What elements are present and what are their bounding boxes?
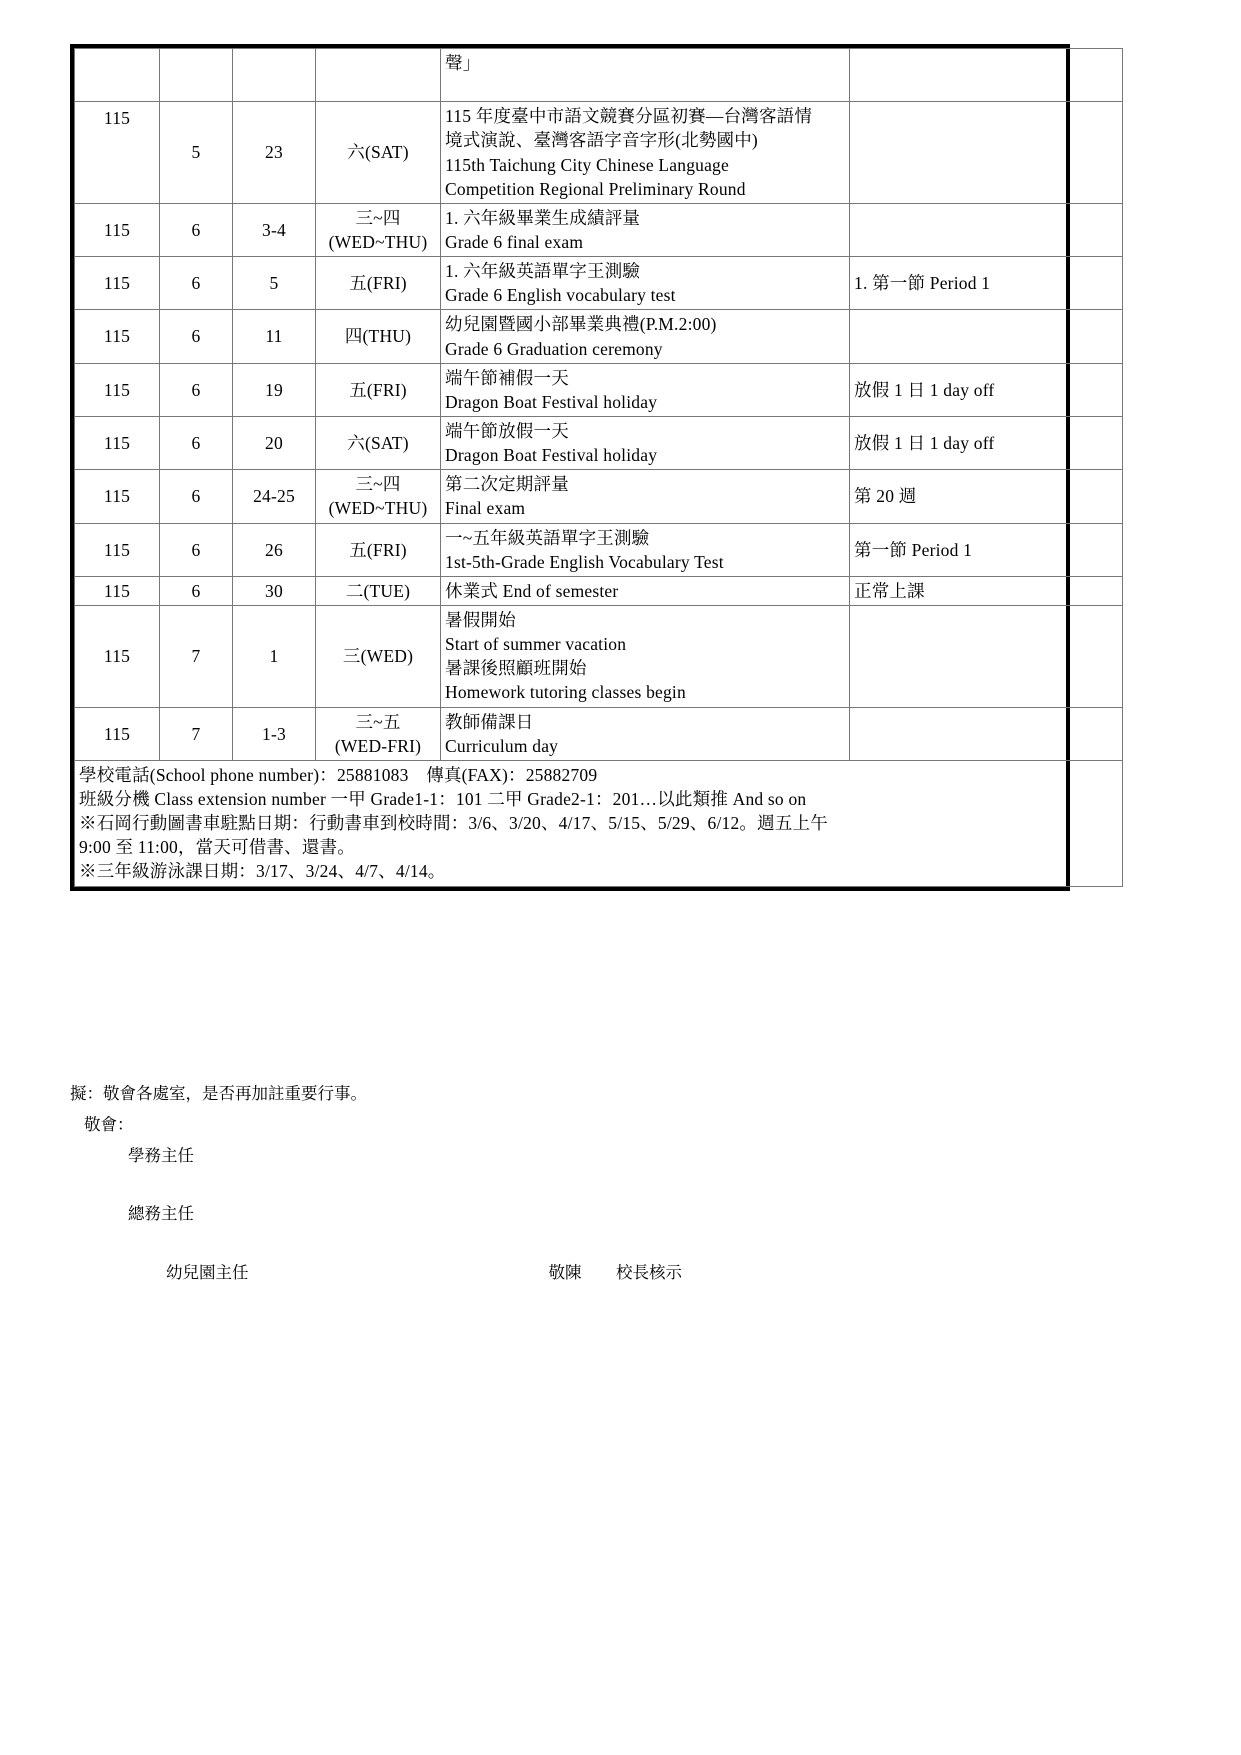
cell-event bbox=[441, 605, 850, 707]
cell-month: 6 bbox=[160, 416, 233, 469]
cell-month: 6 bbox=[160, 470, 233, 523]
cell-day: 20 bbox=[233, 416, 316, 469]
role-kindergarten-director: 幼兒園主任 bbox=[166, 1263, 249, 1282]
cell-month: 7 bbox=[160, 605, 233, 707]
cell-note bbox=[850, 102, 1123, 204]
event-line: 1st-5th-Grade English Vocabulary Test bbox=[445, 551, 724, 572]
cell-day: 19 bbox=[233, 363, 316, 416]
cell-year: 115 bbox=[75, 203, 160, 256]
cell-weekday bbox=[316, 523, 441, 576]
event-line: 第二次定期評量 bbox=[445, 474, 569, 495]
table-row bbox=[75, 102, 1123, 204]
cell-day bbox=[233, 49, 316, 102]
cell-note bbox=[850, 707, 1123, 760]
footer-phone-line: 學校電話(School phone number)：25881083 傳真(FAX)：25882709 bbox=[79, 764, 598, 785]
weekday-line: 二(TUE) bbox=[345, 580, 411, 601]
event-line: Grade 6 English vocabulary test bbox=[445, 285, 676, 306]
role-general-affairs-director: 總務主任 bbox=[128, 1204, 194, 1224]
event-line: Dragon Boat Festival holiday bbox=[445, 445, 658, 466]
cell-day: 30 bbox=[233, 576, 316, 605]
cell-weekday bbox=[316, 416, 441, 469]
weekday-line: 三(WED) bbox=[342, 646, 414, 667]
table-row bbox=[75, 470, 1123, 523]
footer-bookmobile-hours-line: 9:00 至 11:00，當天可借書、還書。 bbox=[79, 837, 355, 858]
cell-month bbox=[160, 49, 233, 102]
cell-event bbox=[441, 707, 850, 760]
cell-note: 放假 1 日 1 day off bbox=[850, 363, 1123, 416]
cell-note bbox=[850, 203, 1123, 256]
cell-year: 115 bbox=[75, 363, 160, 416]
footer-swimming-line: ※三年級游泳課日期：3/17、3/24、4/7、4/14。 bbox=[79, 861, 446, 882]
principal-approval-label: 校長核示 bbox=[616, 1263, 682, 1282]
cell-weekday bbox=[316, 310, 441, 363]
cell-event bbox=[441, 257, 850, 310]
cell-weekday bbox=[316, 363, 441, 416]
table-row-footer-info bbox=[75, 760, 1123, 886]
footer-extension-line: 班級分機 Class extension number 一甲 Grade1-1：101 二甲 Grade2-1：201…以此類推 And so on bbox=[79, 788, 807, 809]
event-line: 端午節補假一天 bbox=[445, 367, 569, 388]
table-row bbox=[75, 310, 1123, 363]
cell-note: 放假 1 日 1 day off bbox=[850, 416, 1123, 469]
cell-note bbox=[850, 49, 1123, 102]
table-row bbox=[75, 523, 1123, 576]
event-line: 端午節放假一天 bbox=[445, 420, 569, 441]
table-row bbox=[75, 576, 1123, 605]
cell-event bbox=[441, 363, 850, 416]
submit-label: 敬陳 bbox=[548, 1263, 582, 1282]
signature-bottom-row bbox=[70, 1261, 1080, 1286]
event-line: 境式演說、臺灣客語字音字形(北勢國中) bbox=[445, 130, 758, 151]
signature-block bbox=[70, 1082, 1080, 1292]
cell-weekday bbox=[316, 257, 441, 310]
cell-note bbox=[850, 605, 1123, 707]
event-line: Start of summer vacation bbox=[445, 634, 627, 655]
event-line: Homework tutoring classes begin bbox=[445, 682, 686, 703]
cell-event bbox=[441, 102, 850, 204]
submit-approval-group bbox=[549, 1261, 683, 1286]
weekday-line: 三~四 bbox=[355, 474, 401, 495]
cell-weekday bbox=[316, 576, 441, 605]
calendar-table-body bbox=[75, 49, 1123, 887]
cell-year bbox=[75, 102, 160, 204]
event-line: 1. 六年級英語單字王測驗 bbox=[445, 261, 641, 282]
weekday-line: 五(FRI) bbox=[349, 539, 407, 560]
event-line: 聲」 bbox=[445, 53, 481, 73]
footer-bookmobile-line: ※石岡行動圖書車駐點日期：行動書車到校時間：3/6、3/20、4/17、5/15、5/29、6/12。週五上午 bbox=[79, 813, 828, 834]
cell-month: 6 bbox=[160, 310, 233, 363]
cell-note: 1. 第一節 Period 1 bbox=[850, 257, 1123, 310]
cell-year: 115 bbox=[75, 605, 160, 707]
cell-event bbox=[441, 523, 850, 576]
cell-weekday bbox=[316, 707, 441, 760]
year-value: 115 bbox=[103, 108, 131, 129]
cell-day: 3-4 bbox=[233, 203, 316, 256]
cell-weekday bbox=[316, 102, 441, 204]
event-line: 教師備課日 bbox=[445, 711, 534, 732]
table-row bbox=[75, 257, 1123, 310]
weekday-line: 六(SAT) bbox=[347, 142, 409, 163]
proposal-line: 擬：敬會各處室，是否再加註重要行事。 bbox=[70, 1084, 367, 1103]
cell-month: 6 bbox=[160, 363, 233, 416]
table-row bbox=[75, 416, 1123, 469]
cell-year: 115 bbox=[75, 576, 160, 605]
event-line: 暑課後照顧班開始 bbox=[445, 658, 587, 679]
event-line: 幼兒園暨國小部畢業典禮(P.M.2:00) bbox=[445, 314, 717, 335]
cell-note: 正常上課 bbox=[850, 576, 1123, 605]
weekday-line: 五(FRI) bbox=[349, 273, 407, 294]
event-line: Grade 6 Graduation ceremony bbox=[445, 338, 663, 359]
cell-month: 6 bbox=[160, 576, 233, 605]
weekday-line: (WED~THU) bbox=[328, 498, 428, 519]
cell-event bbox=[441, 470, 850, 523]
cell-year: 115 bbox=[75, 470, 160, 523]
cell-month: 7 bbox=[160, 707, 233, 760]
cell-year: 115 bbox=[75, 257, 160, 310]
event-line: 115th Taichung City Chinese Language bbox=[445, 154, 729, 175]
cell-month: 6 bbox=[160, 257, 233, 310]
cell-month: 6 bbox=[160, 523, 233, 576]
event-line: Curriculum day bbox=[445, 735, 559, 756]
cell-note: 第 20 週 bbox=[850, 470, 1123, 523]
weekday-line: (WED-FRI) bbox=[334, 735, 422, 756]
calendar-table bbox=[74, 48, 1123, 887]
cell-day: 5 bbox=[233, 257, 316, 310]
event-line: Competition Regional Preliminary Round bbox=[445, 178, 746, 199]
table-row-continuation bbox=[75, 49, 1123, 102]
event-line: Final exam bbox=[445, 498, 526, 519]
weekday-line: 五(FRI) bbox=[349, 379, 407, 400]
calendar-table-container bbox=[70, 44, 1070, 891]
cc-label: 敬會： bbox=[84, 1114, 134, 1134]
cell-weekday bbox=[316, 605, 441, 707]
role-student-affairs-director: 學務主任 bbox=[128, 1145, 194, 1165]
cell-weekday bbox=[316, 203, 441, 256]
table-row bbox=[75, 707, 1123, 760]
cell-event bbox=[441, 416, 850, 469]
cell-year: 115 bbox=[75, 707, 160, 760]
weekday-line: 六(SAT) bbox=[347, 433, 409, 454]
cell-event bbox=[441, 203, 850, 256]
cell-month: 5 bbox=[160, 102, 233, 204]
event-line: Dragon Boat Festival holiday bbox=[445, 391, 658, 412]
cell-day: 1 bbox=[233, 605, 316, 707]
cell-day: 26 bbox=[233, 523, 316, 576]
event-line: 暑假開始 bbox=[445, 609, 516, 630]
cell-note bbox=[850, 310, 1123, 363]
cell-event bbox=[441, 49, 850, 102]
cell-event bbox=[441, 310, 850, 363]
cell-month: 6 bbox=[160, 203, 233, 256]
cell-weekday bbox=[316, 49, 441, 102]
cell-day: 24-25 bbox=[233, 470, 316, 523]
cell-year: 115 bbox=[75, 416, 160, 469]
weekday-line: (WED~THU) bbox=[328, 231, 428, 252]
cell-note: 第一節 Period 1 bbox=[850, 523, 1123, 576]
event-line: 115 年度臺中市語文競賽分區初賽—台灣客語情 bbox=[445, 106, 813, 127]
cell-year bbox=[75, 49, 160, 102]
weekday-line: 三~四 bbox=[355, 207, 401, 228]
event-line: 休業式 End of semester bbox=[445, 580, 619, 601]
weekday-line: 四(THU) bbox=[344, 326, 412, 347]
event-line: Grade 6 final exam bbox=[445, 231, 584, 252]
footer-info-cell bbox=[75, 760, 1123, 886]
cell-day: 1-3 bbox=[233, 707, 316, 760]
event-line: 1. 六年級畢業生成績評量 bbox=[445, 207, 641, 228]
table-row bbox=[75, 605, 1123, 707]
weekday-line: 三~五 bbox=[355, 711, 401, 732]
cell-year: 115 bbox=[75, 523, 160, 576]
cell-event bbox=[441, 576, 850, 605]
table-row bbox=[75, 363, 1123, 416]
cell-weekday bbox=[316, 470, 441, 523]
event-line: 一~五年級英語單字王測驗 bbox=[445, 527, 650, 548]
cell-day: 11 bbox=[233, 310, 316, 363]
table-row bbox=[75, 203, 1123, 256]
cell-year: 115 bbox=[75, 310, 160, 363]
event-line-spacer bbox=[445, 75, 845, 99]
cell-day: 23 bbox=[233, 102, 316, 204]
